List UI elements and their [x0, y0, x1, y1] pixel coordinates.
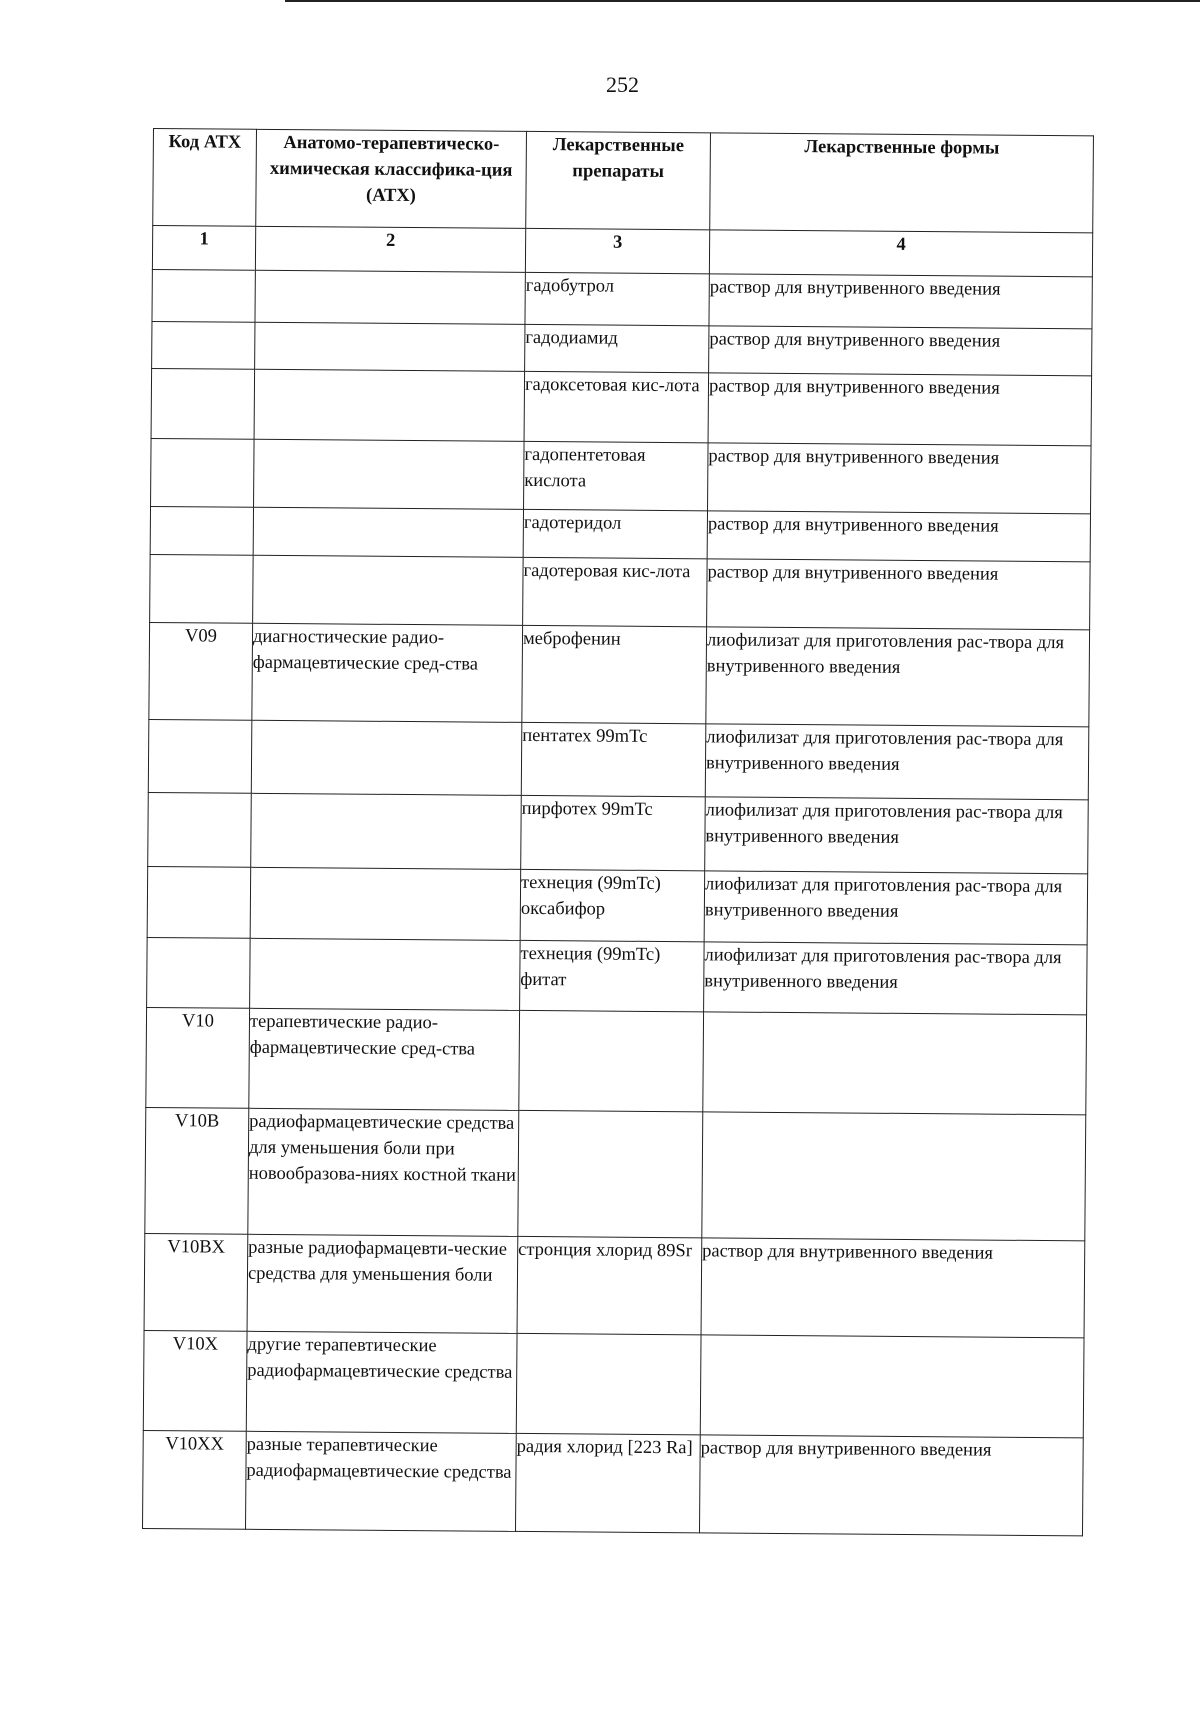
atx-code-cell	[151, 368, 255, 439]
table-row	[144, 1233, 1085, 1337]
drug-cell	[518, 1110, 703, 1237]
atx-code-cell	[150, 554, 254, 623]
drug-cell: меброфенин	[522, 625, 707, 723]
dosage-form-cell: раствор для внутривенного введения	[708, 443, 1092, 514]
page-number: 252	[606, 72, 639, 97]
classification-cell: радиофармацевтические средства для уменьшения боли при новообразова-ниях костной ткани	[248, 1108, 519, 1236]
drug-cell: гадобутрол	[525, 272, 709, 325]
table-row	[150, 554, 1091, 629]
classification-cell	[250, 867, 521, 940]
column-number: 2	[255, 226, 525, 272]
table-row	[152, 269, 1092, 328]
table-row	[149, 622, 1090, 726]
dosage-form-cell	[700, 1335, 1084, 1438]
table-row	[151, 438, 1092, 513]
dosage-form-cell: раствор для внутривенного введения	[707, 559, 1091, 630]
drug-cell	[516, 1333, 701, 1434]
atx-code-cell: V10X	[143, 1330, 247, 1431]
header-code: Код АТХ	[153, 129, 257, 227]
atx-code-cell	[147, 866, 251, 938]
classification-cell	[254, 369, 525, 441]
atx-code-cell	[152, 269, 255, 322]
header-drugs: Лекарственные препараты	[526, 131, 711, 229]
dosage-form-cell: лиофилизат для приготовления рас-твора для внутривенного введения	[704, 942, 1088, 1015]
table-row	[147, 937, 1088, 1014]
header-row	[153, 129, 1094, 233]
drug-cell: стронция хлорид 89Sr	[517, 1236, 702, 1334]
drug-cell: гадоксетовая кис-лота	[524, 371, 709, 442]
dosage-form-cell: раствор для внутривенного введения	[699, 1435, 1083, 1536]
dosage-form-cell: лиофилизат для приготовления рас-твора для внутривенного введения	[705, 797, 1089, 874]
atx-code-cell: V09	[149, 622, 253, 720]
dosage-form-cell: лиофилизат для приготовления рас-твора для внутривенного введения	[705, 724, 1089, 800]
drug-cell: гадодиамид	[525, 324, 709, 372]
drug-cell	[519, 1010, 704, 1111]
classification-cell	[251, 793, 522, 869]
classification-cell: терапевтические радио-фармацевтические сред-ства	[249, 1008, 520, 1110]
atx-code-cell	[151, 438, 255, 507]
atx-code-cell	[147, 937, 251, 1008]
classification-cell	[254, 439, 525, 509]
dosage-form-cell: раствор для внутривенного введения	[709, 326, 1092, 376]
dosage-form-cell: лиофилизат для приготовления рас-твора для внутривенного введения	[704, 871, 1088, 945]
atx-code-cell	[150, 506, 253, 555]
classification-cell	[251, 720, 522, 795]
atx-code-cell: V10BX	[144, 1233, 248, 1331]
drug-cell: радия хлорид [223 Ra]	[515, 1433, 700, 1532]
drug-cell: гадопентетовая кислота	[524, 441, 709, 510]
atx-code-cell: V10B	[145, 1107, 249, 1234]
classification-cell: диагностические радио-фармацевтические сред-ства	[252, 623, 523, 722]
classification-cell	[255, 270, 525, 324]
atx-code-cell: V10XX	[143, 1430, 247, 1529]
drug-cell: гадотеридол	[523, 509, 707, 558]
header-forms: Лекарственные формы	[710, 133, 1094, 233]
table-row	[152, 321, 1092, 375]
dosage-form-cell: раствор для внутривенного введения	[701, 1238, 1085, 1338]
column-number-row	[152, 226, 1092, 277]
table-row	[147, 866, 1088, 944]
atx-code-cell: V10	[146, 1007, 250, 1108]
dosage-form-cell: раствор для внутривенного введения	[708, 373, 1092, 446]
classification-cell: другие терапевтические радиофармацевтические средства	[246, 1331, 517, 1433]
dosage-form-cell: раствор для внутривенного введения	[707, 511, 1090, 562]
classification-cell	[255, 322, 525, 371]
table-row	[143, 1430, 1084, 1535]
classification-cell: разные терапевтические радиофармацевтические средства	[245, 1431, 516, 1531]
dosage-form-cell	[703, 1012, 1087, 1115]
top-border-line	[285, 0, 1200, 2]
table-row	[151, 368, 1092, 445]
header-classification: Анатомо-терапевтическо-химическая классифика-ция (АТХ)	[256, 129, 527, 228]
column-number: 4	[709, 230, 1092, 277]
drug-cell: пентатех 99mTc	[521, 722, 706, 796]
drug-cell: технеция (99mTc) фитат	[520, 940, 705, 1011]
column-number: 3	[525, 228, 709, 273]
table-row	[148, 792, 1089, 873]
column-number: 1	[152, 226, 255, 271]
table-row	[150, 506, 1090, 561]
table-row	[145, 1107, 1086, 1240]
dosage-form-cell: раствор для внутривенного введения	[709, 274, 1092, 329]
atx-code-cell	[148, 792, 252, 867]
drug-cell: гадотеровая кис-лота	[523, 557, 708, 626]
atx-code-cell	[148, 719, 252, 793]
table-row	[146, 1007, 1087, 1114]
table-row	[148, 719, 1089, 799]
classification-cell: разные радиофармацевти-ческие средства для уменьшения боли	[247, 1234, 518, 1333]
table-row	[143, 1330, 1084, 1437]
drug-cell: технеция (99mTc) оксабифор	[520, 869, 705, 941]
dosage-form-cell: лиофилизат для приготовления рас-твора для внутривенного введения	[706, 627, 1090, 727]
atx-classification-table	[142, 128, 1094, 1536]
atx-code-cell	[152, 321, 255, 369]
classification-cell	[250, 938, 521, 1010]
dosage-form-cell	[702, 1112, 1086, 1241]
classification-cell	[253, 507, 523, 557]
classification-cell	[253, 555, 524, 625]
drug-cell: пирфотех 99mTc	[521, 795, 706, 870]
